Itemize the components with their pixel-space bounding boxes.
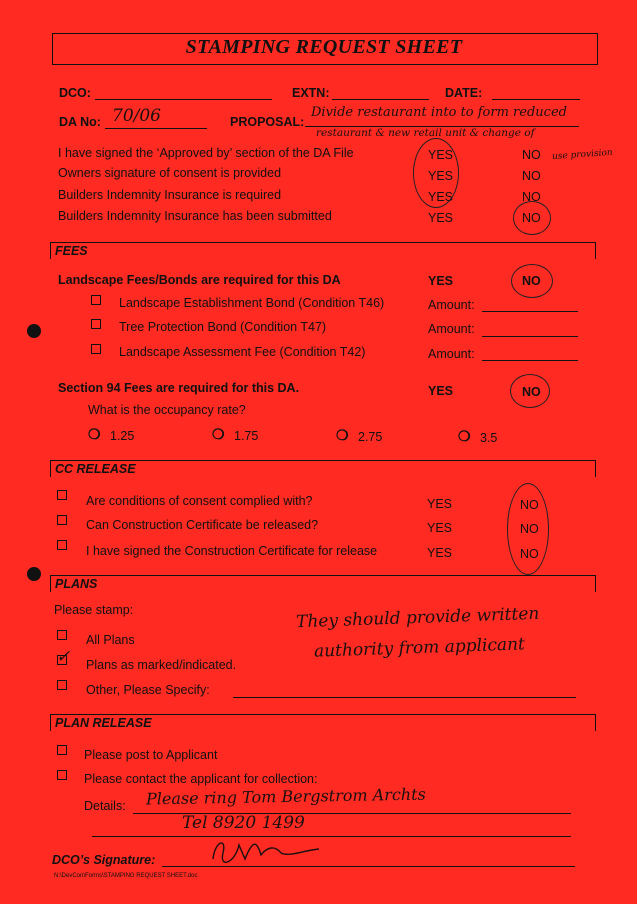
- check-owner-yes[interactable]: YES: [428, 169, 454, 183]
- cc-conditions-no[interactable]: NO: [520, 498, 539, 512]
- date-label: DATE:: [445, 86, 483, 100]
- section-plan-release: [50, 714, 596, 731]
- plans-marked-tick-icon: ✓: [56, 647, 71, 667]
- fee-assessment-checkbox[interactable]: [91, 344, 101, 354]
- fee-assessment-amount-field[interactable]: [482, 360, 578, 361]
- plans-note-line-1: They should provide written: [295, 603, 540, 633]
- rate-3-label: 2.75: [358, 430, 383, 444]
- footer-path: N:\DevCon\Forms\STAMPING REQUEST SHEET.doc: [54, 873, 198, 879]
- da-field-line: [105, 128, 207, 129]
- check-approved-text: I have signed the ‘Approved by’ section of the DA File: [58, 146, 354, 160]
- check-approved-yes[interactable]: YES: [428, 148, 454, 162]
- details-field-line-2: [92, 836, 571, 837]
- rate-1-label: 1.25: [110, 429, 135, 443]
- punch-hole-bottom: [27, 567, 41, 581]
- extn-label: EXTN:: [292, 86, 330, 100]
- cc-signed-no[interactable]: NO: [520, 547, 539, 561]
- proposal-line-3: use provision: [551, 147, 614, 163]
- plans-marked-label: Plans as marked/indicated.: [86, 658, 237, 672]
- cc-conditions-checkbox[interactable]: [57, 490, 67, 500]
- plans-other-label: Other, Please Specify:: [86, 683, 210, 697]
- proposal-line-2: restaurant & new retail unit & change of: [316, 127, 535, 139]
- page-title: STAMPING REQUEST SHEET: [185, 36, 463, 58]
- check-insurance-req-no[interactable]: NO: [522, 190, 541, 204]
- occupancy-question: What is the occupancy rate?: [88, 403, 246, 417]
- check-insurance-sub-text: Builders Indemnity Insurance has been submitted: [58, 209, 332, 223]
- fee-establishment-checkbox[interactable]: [91, 295, 101, 305]
- rate-2-radio[interactable]: ❍: [212, 426, 225, 442]
- cc-signed-text: I have signed the Construction Certificate for release: [86, 544, 378, 558]
- cc-release-text: Can Construction Certificate be released?: [86, 518, 319, 532]
- cc-release-no[interactable]: NO: [520, 522, 539, 536]
- fee-establishment-amount-label: Amount:: [428, 298, 475, 312]
- fee-assessment-text: Landscape Assessment Fee (Condition T42): [119, 345, 366, 359]
- section-cc-label: CC RELEASE: [55, 462, 136, 476]
- cc-signed-checkbox[interactable]: [57, 540, 67, 550]
- dco-field[interactable]: [95, 99, 272, 100]
- check-insurance-req-text: Builders Indemnity Insurance is required: [58, 188, 282, 202]
- no-circle-mark-cc: [507, 483, 549, 575]
- punch-hole-top: [27, 324, 41, 338]
- yes-circle-mark: [413, 138, 459, 208]
- da-label: DA No:: [59, 115, 101, 129]
- check-insurance-sub-yes[interactable]: YES: [428, 211, 454, 225]
- release-contact-label: Please contact the applicant for collection:: [84, 772, 318, 786]
- signature-label: DCO’s Signature:: [52, 853, 156, 867]
- rate-4-label: 3.5: [480, 431, 498, 445]
- plans-other-field[interactable]: [233, 697, 576, 698]
- fee-tree-checkbox[interactable]: [91, 319, 101, 329]
- rate-3-radio[interactable]: ❍: [336, 427, 349, 443]
- fee-tree-amount-label: Amount:: [428, 322, 475, 336]
- details-line-2[interactable]: Tel 8920 1499: [182, 813, 305, 833]
- check-insurance-req-yes[interactable]: YES: [428, 190, 454, 204]
- section-cc-release: [50, 460, 596, 477]
- fee-establishment-text: Landscape Establishment Bond (Condition T46): [119, 296, 385, 310]
- fee-assessment-amount-label: Amount:: [428, 347, 475, 361]
- release-post-checkbox[interactable]: [57, 745, 67, 755]
- check-approved-no[interactable]: NO: [522, 148, 541, 162]
- plans-note-line-2: authority from applicant: [313, 634, 526, 662]
- fee-establishment-amount-field[interactable]: [482, 311, 578, 312]
- rate-2-label: 1.75: [234, 429, 259, 443]
- section-fees-label: FEES: [55, 244, 88, 258]
- dco-label: DCO:: [59, 86, 91, 100]
- no-circle-mark-insurance: [513, 201, 551, 235]
- section-release-label: PLAN RELEASE: [55, 716, 152, 730]
- check-insurance-sub-no[interactable]: NO: [522, 211, 541, 225]
- plans-all-label: All Plans: [86, 633, 135, 647]
- cc-release-yes[interactable]: YES: [427, 521, 453, 535]
- fee-tree-text: Tree Protection Bond (Condition T47): [119, 320, 327, 334]
- please-stamp-label: Please stamp:: [54, 603, 134, 617]
- fee-tree-amount-field[interactable]: [482, 336, 578, 337]
- section-plans: [50, 575, 596, 592]
- no-circle-mark-s94: [510, 374, 550, 408]
- landscape-fees-no[interactable]: NO: [522, 274, 541, 288]
- signature-scribble-icon: [205, 833, 325, 865]
- proposal-line-1[interactable]: Divide restaurant into to form reduced: [311, 105, 567, 120]
- plans-other-checkbox[interactable]: [57, 680, 67, 690]
- no-circle-mark-landscape: [511, 264, 553, 298]
- check-owner-no[interactable]: NO: [522, 169, 541, 183]
- details-line-1[interactable]: Please ring Tom Bergstrom Archts: [145, 784, 426, 809]
- rate-4-radio[interactable]: ❍: [458, 428, 471, 444]
- plans-all-checkbox[interactable]: [57, 630, 67, 640]
- check-owner-text: Owners signature of consent is provided: [58, 166, 282, 180]
- date-field[interactable]: [492, 99, 580, 100]
- landscape-fees-yes[interactable]: YES: [428, 274, 454, 288]
- cc-conditions-text: Are conditions of consent complied with?: [86, 494, 313, 508]
- s94-no[interactable]: NO: [522, 385, 541, 399]
- section-plans-label: PLANS: [55, 577, 98, 591]
- da-value[interactable]: 70/06: [112, 106, 161, 126]
- s94-yes[interactable]: YES: [428, 384, 454, 398]
- cc-signed-yes[interactable]: YES: [427, 546, 453, 560]
- proposal-label: PROPOSAL:: [230, 115, 305, 129]
- cc-release-checkbox[interactable]: [57, 515, 67, 525]
- signature-field[interactable]: [162, 866, 575, 867]
- extn-field[interactable]: [332, 99, 429, 100]
- release-post-label: Please post to Applicant: [84, 748, 218, 762]
- rate-1-radio[interactable]: ❍: [88, 426, 101, 442]
- section-fees: [50, 242, 596, 259]
- details-label: Details:: [84, 799, 126, 813]
- cc-conditions-yes[interactable]: YES: [427, 497, 453, 511]
- s94-title: Section 94 Fees are required for this DA.: [58, 381, 300, 395]
- landscape-fees-title: Landscape Fees/Bonds are required for this DA: [58, 273, 341, 287]
- release-contact-checkbox[interactable]: [57, 770, 67, 780]
